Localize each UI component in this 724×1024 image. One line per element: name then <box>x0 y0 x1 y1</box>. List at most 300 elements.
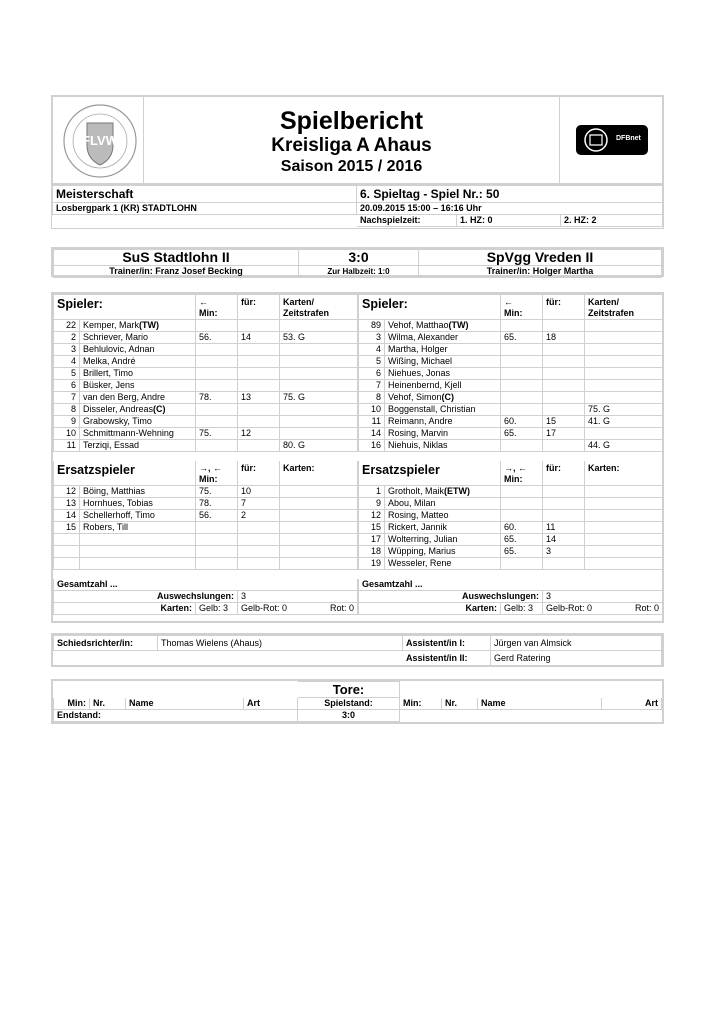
match-datetime: 20.09.2015 15:00 – 16:16 Uhr <box>357 203 663 215</box>
player-number: 18 <box>359 546 385 558</box>
sub-for <box>543 404 585 416</box>
player-row <box>54 380 358 392</box>
cards-summary-label: Karten: <box>54 603 196 615</box>
player-role: (ETW) <box>444 486 471 496</box>
red-count: Rot: 0 <box>634 603 659 613</box>
sub-minute: 65. <box>501 428 543 440</box>
sub-minute <box>501 380 543 392</box>
sub-minute <box>501 498 543 510</box>
sub-for <box>543 510 585 522</box>
sub-for <box>238 380 280 392</box>
player-name: Reimann, Andre <box>385 416 501 428</box>
player-number: 7 <box>359 380 385 392</box>
player-name: Disseler, Andreas(C) <box>80 404 196 416</box>
goals-section <box>51 679 664 724</box>
player-number: 14 <box>54 510 80 522</box>
penalties-header: Zeitstrafen <box>283 308 330 318</box>
goals-standing-header: Spielstand: <box>298 698 400 710</box>
player-name: Rosing, Matteo <box>385 510 501 522</box>
goals-away-name-header: Name <box>478 698 602 710</box>
sub-for <box>543 440 585 452</box>
player-number <box>54 546 80 558</box>
player-name: Wesseler, Rene <box>385 558 501 570</box>
sub-for <box>238 344 280 356</box>
player-number: 9 <box>54 416 80 428</box>
card-entry <box>280 498 358 510</box>
player-row <box>54 320 358 332</box>
report-title: Spielbericht <box>279 107 424 135</box>
player-number: 11 <box>54 440 80 452</box>
sub-for <box>238 356 280 368</box>
home-team: SuS Stadtlohn II <box>54 250 299 266</box>
season: Saison 2015 / 2016 <box>280 158 423 175</box>
player-name <box>80 534 196 546</box>
card-entry <box>280 546 358 558</box>
player-name: Schmittmann-Wehning <box>80 428 196 440</box>
player-number: 89 <box>359 320 385 332</box>
sub-for <box>543 356 585 368</box>
sub-row <box>54 558 358 570</box>
first-half-extra: 1. HZ: 0 <box>457 215 561 227</box>
sub-row <box>359 558 663 570</box>
sub-row <box>359 498 663 510</box>
card-counts <box>238 603 358 615</box>
total-label: Gesamtzahl ... <box>54 579 358 591</box>
goals-title: Tore: <box>298 682 400 698</box>
assistant2-name: Gerd Ratering <box>491 651 662 666</box>
player-name: Martha, Holger <box>385 344 501 356</box>
subs-header: Ersatzspieler <box>54 461 196 486</box>
substitutions-label: Auswechslungen: <box>359 591 543 603</box>
player-name: Kemper, Mark(TW) <box>80 320 196 332</box>
player-name: Brillert, Timo <box>80 368 196 380</box>
player-name: Rosing, Marvin <box>385 428 501 440</box>
matchday: 6. Spieltag - Spiel Nr.: 50 <box>357 186 663 203</box>
player-number: 5 <box>54 368 80 380</box>
card-entry <box>585 428 663 440</box>
goals-away-min-header: Min: <box>400 698 442 710</box>
player-number: 10 <box>359 404 385 416</box>
red-count: Rot: 0 <box>329 603 354 613</box>
player-number: 1 <box>359 486 385 498</box>
sub-minute <box>501 392 543 404</box>
sub-for <box>543 344 585 356</box>
card-entry <box>280 380 358 392</box>
card-entry: 44. G <box>585 440 663 452</box>
player-number: 15 <box>54 522 80 534</box>
match-info <box>51 185 664 229</box>
substitutions-count: 3 <box>238 591 358 603</box>
player-name: Robers, Till <box>80 522 196 534</box>
card-entry: 80. G <box>280 440 358 452</box>
sub-minute <box>196 356 238 368</box>
sub-minute: 78. <box>196 498 238 510</box>
away-team: SpVgg Vreden II <box>419 250 662 266</box>
sub-for <box>238 546 280 558</box>
yellow-count: Gelb: 3 <box>196 603 238 615</box>
home-players-table <box>53 294 358 615</box>
sub-row <box>54 486 358 498</box>
player-number: 14 <box>359 428 385 440</box>
sub-minute <box>501 344 543 356</box>
sub-for <box>543 392 585 404</box>
for-header: für: <box>238 295 280 320</box>
goals-home-name-header: Name <box>126 698 244 710</box>
assistant1-name: Jürgen van Almsick <box>491 636 662 651</box>
halftime-score: Zur Halbzeit: 1:0 <box>299 266 419 278</box>
sub-minute: 78. <box>196 392 238 404</box>
title-block <box>143 97 560 183</box>
card-entry <box>585 486 663 498</box>
total-label: Gesamtzahl ... <box>359 579 663 591</box>
sub-for: 3 <box>543 546 585 558</box>
card-entry <box>585 320 663 332</box>
player-row <box>54 356 358 368</box>
player-name <box>80 558 196 570</box>
sub-for <box>238 320 280 332</box>
penalties-header: Zeitstrafen <box>588 308 635 318</box>
player-number: 4 <box>359 344 385 356</box>
card-entry <box>585 546 663 558</box>
away-coach: Trainer/in: Holger Martha <box>419 266 662 278</box>
yellowred-count: Gelb-Rot: 0 <box>546 603 593 613</box>
card-entry <box>280 356 358 368</box>
card-entry <box>280 486 358 498</box>
sub-for: 12 <box>238 428 280 440</box>
sub-row <box>359 486 663 498</box>
player-number: 2 <box>54 332 80 344</box>
dfbnet-label: DFBnet <box>616 135 641 142</box>
sub-for <box>543 486 585 498</box>
player-row <box>54 428 358 440</box>
sub-arrow: →, ← <box>199 463 223 473</box>
sub-minute: 56. <box>196 510 238 522</box>
card-entry <box>280 320 358 332</box>
player-name: van den Berg, Andre <box>80 392 196 404</box>
player-row <box>359 320 663 332</box>
sub-for: 2 <box>238 510 280 522</box>
min-header: Min: <box>504 308 523 318</box>
sub-minute: 60. <box>501 416 543 428</box>
player-name: Rickert, Jannik <box>385 522 501 534</box>
player-name: Vehof, Matthao(TW) <box>385 320 501 332</box>
referee-label: Schiedsrichter/in: <box>54 636 158 651</box>
sub-for: 17 <box>543 428 585 440</box>
sub-minute: 60. <box>501 522 543 534</box>
card-entry <box>280 534 358 546</box>
sub-minute <box>501 320 543 332</box>
sub-minute <box>196 534 238 546</box>
card-entry <box>585 510 663 522</box>
officials <box>51 633 664 667</box>
sub-minute: 75. <box>196 428 238 440</box>
sub-row <box>359 534 663 546</box>
league-name: Kreisliga A Ahaus <box>271 135 432 156</box>
sub-minute <box>196 320 238 332</box>
player-row <box>359 368 663 380</box>
player-role: (TW) <box>139 320 160 330</box>
min-arrow: ← <box>504 297 514 307</box>
sub-row <box>54 510 358 522</box>
teams-score <box>51 247 664 277</box>
card-entry <box>585 380 663 392</box>
cards-header: Karten/ <box>588 297 620 307</box>
sub-for <box>543 558 585 570</box>
sub-row <box>54 522 358 534</box>
association-logo <box>59 103 141 179</box>
sub-row <box>54 546 358 558</box>
card-entry <box>280 428 358 440</box>
sub-row <box>54 534 358 546</box>
player-name: Grotholt, Maik(ETW) <box>385 486 501 498</box>
player-number: 4 <box>54 356 80 368</box>
player-name: Behlulovic, Adnan <box>80 344 196 356</box>
player-name: Büsker, Jens <box>80 380 196 392</box>
card-entry <box>280 510 358 522</box>
player-number: 12 <box>359 510 385 522</box>
competition: Meisterschaft <box>53 186 357 203</box>
sub-cards-header: Karten: <box>585 461 663 486</box>
player-row <box>54 344 358 356</box>
sub-for <box>238 368 280 380</box>
player-number: 8 <box>54 404 80 416</box>
player-row <box>54 404 358 416</box>
card-entry <box>585 344 663 356</box>
sub-for-header: für: <box>543 461 585 486</box>
player-number: 6 <box>54 380 80 392</box>
player-row <box>359 416 663 428</box>
sub-for: 7 <box>238 498 280 510</box>
player-name: Boggenstall, Christian <box>385 404 501 416</box>
substitutions-label: Auswechslungen: <box>54 591 238 603</box>
card-entry <box>585 558 663 570</box>
sub-minute <box>196 404 238 416</box>
sub-for: 14 <box>238 332 280 344</box>
player-row <box>359 332 663 344</box>
player-number: 6 <box>359 368 385 380</box>
sub-for <box>543 320 585 332</box>
player-name: Heinenbernd, Kjell <box>385 380 501 392</box>
sub-row <box>359 546 663 558</box>
sub-minute <box>196 368 238 380</box>
card-entry <box>585 522 663 534</box>
player-number: 9 <box>359 498 385 510</box>
card-entry <box>585 498 663 510</box>
player-row <box>54 416 358 428</box>
player-number: 15 <box>359 522 385 534</box>
min-arrow: ← <box>199 297 209 307</box>
player-number: 10 <box>54 428 80 440</box>
player-name: Wilma, Alexander <box>385 332 501 344</box>
player-number: 13 <box>54 498 80 510</box>
player-name: Niehuis, Niklas <box>385 440 501 452</box>
player-name: Wüpping, Marius <box>385 546 501 558</box>
sub-for <box>543 368 585 380</box>
venue: Losbergpark 1 (KR) STADTLOHN <box>53 203 357 215</box>
player-row <box>54 368 358 380</box>
sub-for: 11 <box>543 522 585 534</box>
goals-home-min-header: Min: <box>54 698 90 710</box>
player-row <box>359 428 663 440</box>
yellowred-count: Gelb-Rot: 0 <box>241 603 288 613</box>
player-number <box>54 558 80 570</box>
players-header: Spieler: <box>54 295 196 320</box>
referee-name: Thomas Wielens (Ahaus) <box>158 636 403 651</box>
sub-minute: 56. <box>196 332 238 344</box>
sub-minute <box>196 344 238 356</box>
sub-minute <box>196 522 238 534</box>
lineups <box>51 292 664 623</box>
sub-minute <box>501 356 543 368</box>
player-name: Wißing, Michael <box>385 356 501 368</box>
sub-for <box>543 380 585 392</box>
card-entry <box>280 368 358 380</box>
player-number: 22 <box>54 320 80 332</box>
player-name: Niehues, Jonas <box>385 368 501 380</box>
cards-summary-label: Karten: <box>359 603 501 615</box>
subs-header: Ersatzspieler <box>359 461 501 486</box>
player-number: 19 <box>359 558 385 570</box>
card-entry <box>280 416 358 428</box>
player-number: 3 <box>359 332 385 344</box>
home-lineup <box>53 294 358 615</box>
sub-for <box>238 416 280 428</box>
sub-minute <box>196 380 238 392</box>
for-header: für: <box>543 295 585 320</box>
player-number <box>54 534 80 546</box>
card-entry: 75. G <box>585 404 663 416</box>
cards-header: Karten/ <box>283 297 315 307</box>
sub-minute: 65. <box>501 546 543 558</box>
final-standing: 3:0 <box>298 710 400 722</box>
player-name: Vehof, Simon(C) <box>385 392 501 404</box>
sub-arrow: →, ← <box>504 463 528 473</box>
player-name: Schellerhoff, Timo <box>80 510 196 522</box>
card-entry <box>585 534 663 546</box>
player-row <box>54 392 358 404</box>
player-number: 8 <box>359 392 385 404</box>
sub-minute <box>501 440 543 452</box>
second-half-extra: 2. HZ: 2 <box>561 215 663 227</box>
sub-for <box>238 440 280 452</box>
sub-for: 13 <box>238 392 280 404</box>
sub-minute: 65. <box>501 332 543 344</box>
player-row <box>359 440 663 452</box>
player-row <box>54 440 358 452</box>
assistant1-label: Assistent/in I: <box>403 636 491 651</box>
sub-for: 14 <box>543 534 585 546</box>
sub-for: 15 <box>543 416 585 428</box>
away-lineup <box>358 294 663 615</box>
sub-minute: 75. <box>196 486 238 498</box>
goals-home-nr-header: Nr. <box>90 698 126 710</box>
svg-text:FLVW: FLVW <box>82 133 118 148</box>
sub-row <box>359 510 663 522</box>
sub-for <box>238 522 280 534</box>
player-name <box>80 546 196 558</box>
goals-home-art-header: Art <box>244 698 298 710</box>
player-name: Abou, Milan <box>385 498 501 510</box>
sub-min-header: Min: <box>504 474 523 484</box>
sub-minute <box>501 558 543 570</box>
away-players-table <box>358 294 663 615</box>
player-number: 3 <box>54 344 80 356</box>
sub-for <box>543 498 585 510</box>
player-row <box>359 380 663 392</box>
player-number: 17 <box>359 534 385 546</box>
sub-minute <box>196 440 238 452</box>
goals-away-nr-header: Nr. <box>442 698 478 710</box>
player-role: (C) <box>441 392 455 402</box>
player-name: Hornhues, Tobias <box>80 498 196 510</box>
player-number: 5 <box>359 356 385 368</box>
card-entry <box>585 392 663 404</box>
player-role: (C) <box>153 404 166 414</box>
substitutions-count: 3 <box>543 591 663 603</box>
yellow-count: Gelb: 3 <box>501 603 543 615</box>
sub-minute <box>501 486 543 498</box>
player-number: 11 <box>359 416 385 428</box>
report-header <box>51 95 664 185</box>
sub-minute <box>196 558 238 570</box>
card-entry: 75. G <box>280 392 358 404</box>
card-entry <box>280 558 358 570</box>
extra-time-label: Nachspielzeit: <box>357 215 457 227</box>
player-role: (TW) <box>448 320 469 330</box>
min-header: Min: <box>199 308 218 318</box>
dfbnet-logo <box>576 125 648 155</box>
player-name: Grabowsky, Timo <box>80 416 196 428</box>
sub-for <box>238 404 280 416</box>
sub-for: 10 <box>238 486 280 498</box>
player-row <box>359 356 663 368</box>
player-name: Schriever, Mario <box>80 332 196 344</box>
player-name: Terziqi, Essad <box>80 440 196 452</box>
final-score: 3:0 <box>299 250 419 266</box>
card-entry <box>585 332 663 344</box>
home-coach: Trainer/in: Franz Josef Becking <box>54 266 299 278</box>
card-entry <box>280 344 358 356</box>
player-number: 16 <box>359 440 385 452</box>
player-row <box>359 404 663 416</box>
sub-minute <box>196 546 238 558</box>
assistant2-label: Assistent/in II: <box>403 651 491 666</box>
card-entry <box>585 356 663 368</box>
player-row <box>359 344 663 356</box>
sub-minute <box>501 368 543 380</box>
player-row <box>359 392 663 404</box>
sub-for-header: für: <box>238 461 280 486</box>
sub-row <box>54 498 358 510</box>
sub-minute <box>196 416 238 428</box>
players-header: Spieler: <box>359 295 501 320</box>
card-counts <box>543 603 663 615</box>
card-entry: 53. G <box>280 332 358 344</box>
sub-row <box>359 522 663 534</box>
card-entry <box>280 522 358 534</box>
player-name: Wolterring, Julian <box>385 534 501 546</box>
player-name: Melka, André <box>80 356 196 368</box>
sub-for <box>238 534 280 546</box>
card-entry <box>585 368 663 380</box>
player-row <box>54 332 358 344</box>
goals-away-art-header: Art <box>602 698 662 710</box>
player-number: 12 <box>54 486 80 498</box>
card-entry <box>280 404 358 416</box>
sub-for <box>238 558 280 570</box>
sub-for: 18 <box>543 332 585 344</box>
sub-cards-header: Karten: <box>280 461 358 486</box>
